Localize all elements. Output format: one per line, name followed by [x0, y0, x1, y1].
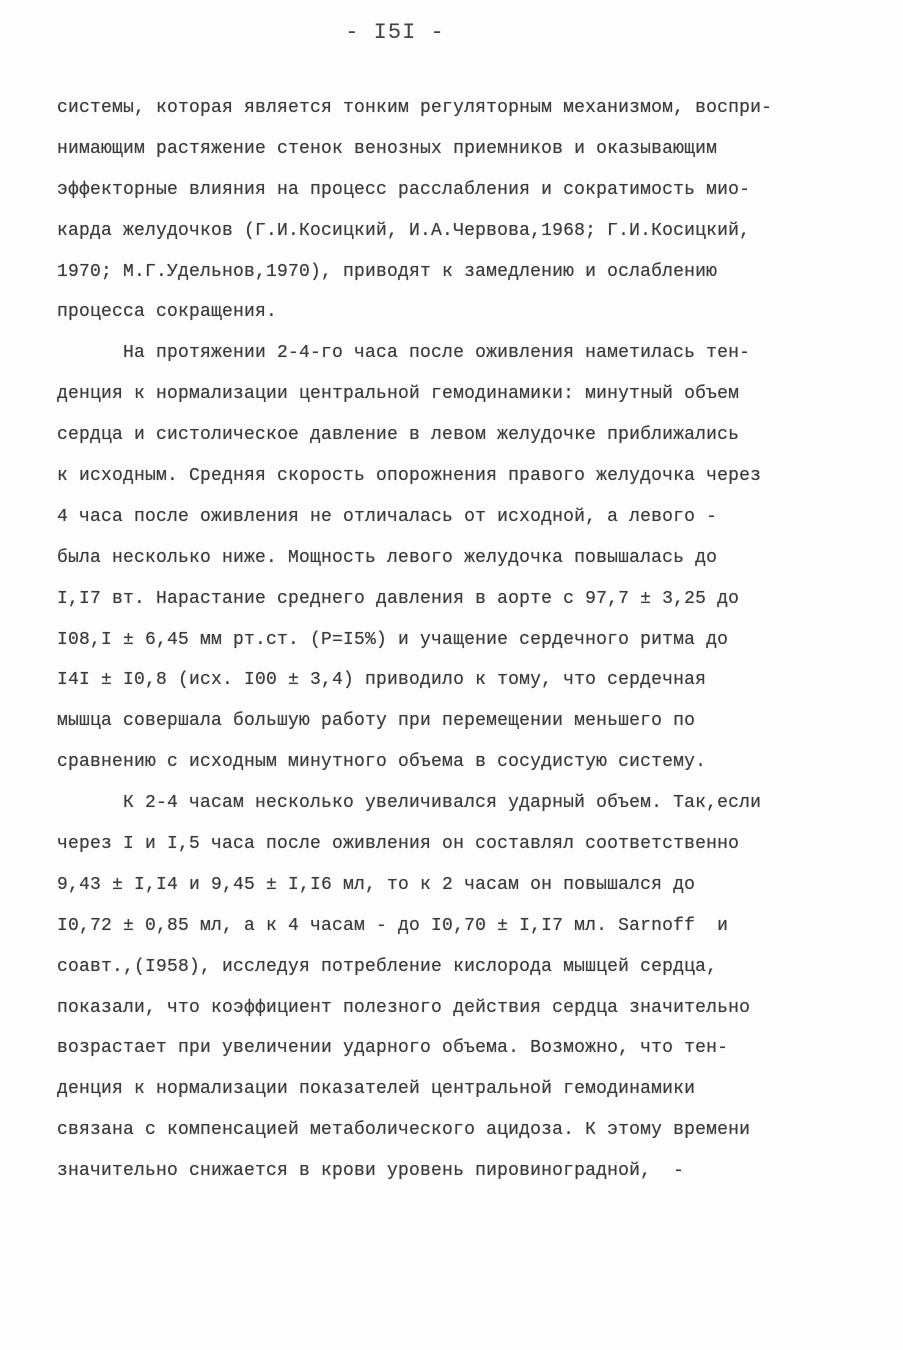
text-line: 4 часа после оживления не отличалась от исходной, а левого -	[57, 506, 718, 527]
text-line: была несколько ниже. Мощность левого желудочка повышалась до	[57, 547, 718, 568]
text-line: нимающим растяжение стенок венозных приемников и оказывающим	[57, 138, 718, 159]
text-line: 1970; М.Г.Удельнов,1970), приводят к замедлению и ослаблению	[57, 261, 718, 282]
text-line: соавт.,(I958), исследуя потребление кислорода мышцей сердца,	[57, 956, 718, 977]
text-line: системы, которая является тонким регуляторным механизмом, воспри-	[57, 98, 773, 118]
text-line: карда желудочков (Г.И.Косицкий, И.А.Червова,1968; Г.И.Косицкий,	[57, 220, 751, 241]
text-line: связана с компенсацией метаболического ацидоза. К этому времени	[57, 1120, 751, 1141]
text-line: эффекторные влияния на процесс расслабления и сократимость мио-	[57, 179, 751, 200]
text-line: к исходным. Средняя скорость опорожнения правого желудочка через	[57, 466, 762, 487]
text-line: 9,43 ± I,I4 и 9,45 ± I,I6 мл, то к 2 часам он повышался до	[57, 874, 696, 895]
text-line: мышца совершала большую работу при перемещении меньшего по	[57, 711, 696, 732]
text-line: денция к нормализации центральной гемодинамики: минутный объем	[57, 384, 740, 405]
body-text	[57, 88, 847, 1192]
text-line: сравнению с исходным минутного объема в сосудистую систему.	[57, 752, 707, 773]
text-line: На протяжении 2-4-го часа после оживления наметилась тен-	[57, 343, 751, 364]
text-line: К 2-4 часам несколько увеличивался ударный объем. Так,если	[57, 793, 762, 814]
text-line: денция к нормализации показателей центральной гемодинамики	[57, 1079, 696, 1100]
text-line: через I и I,5 часа после оживления он составлял соответственно	[57, 834, 740, 855]
text-line: I,I7 вт. Нарастание среднего давления в аорте с 97,7 ± 3,25 до	[57, 588, 740, 609]
text-line: процесса сокращения.	[57, 302, 278, 323]
page-number: - I5I -	[345, 20, 445, 45]
text-line: I4I ± I0,8 (исх. I00 ± 3,4) приводило к тому, что сердечная	[57, 670, 707, 691]
text-line: значительно снижается в крови уровень пировиноградной, -	[57, 1161, 685, 1182]
text-line: сердца и систолическое давление в левом желудочке приближались	[57, 425, 740, 446]
text-line: возрастает при увеличении ударного объема. Возможно, что тен-	[57, 1038, 729, 1059]
text-line: показали, что коэффициент полезного действия сердца значительно	[57, 997, 751, 1018]
text-line: I08,I ± 6,45 мм рт.ст. (P=I5%) и учащение сердечного ритма до	[57, 629, 729, 650]
text-line: I0,72 ± 0,85 мл, а к 4 часам - до I0,70 ± I,I7 мл. Sarnoff и	[57, 915, 729, 936]
